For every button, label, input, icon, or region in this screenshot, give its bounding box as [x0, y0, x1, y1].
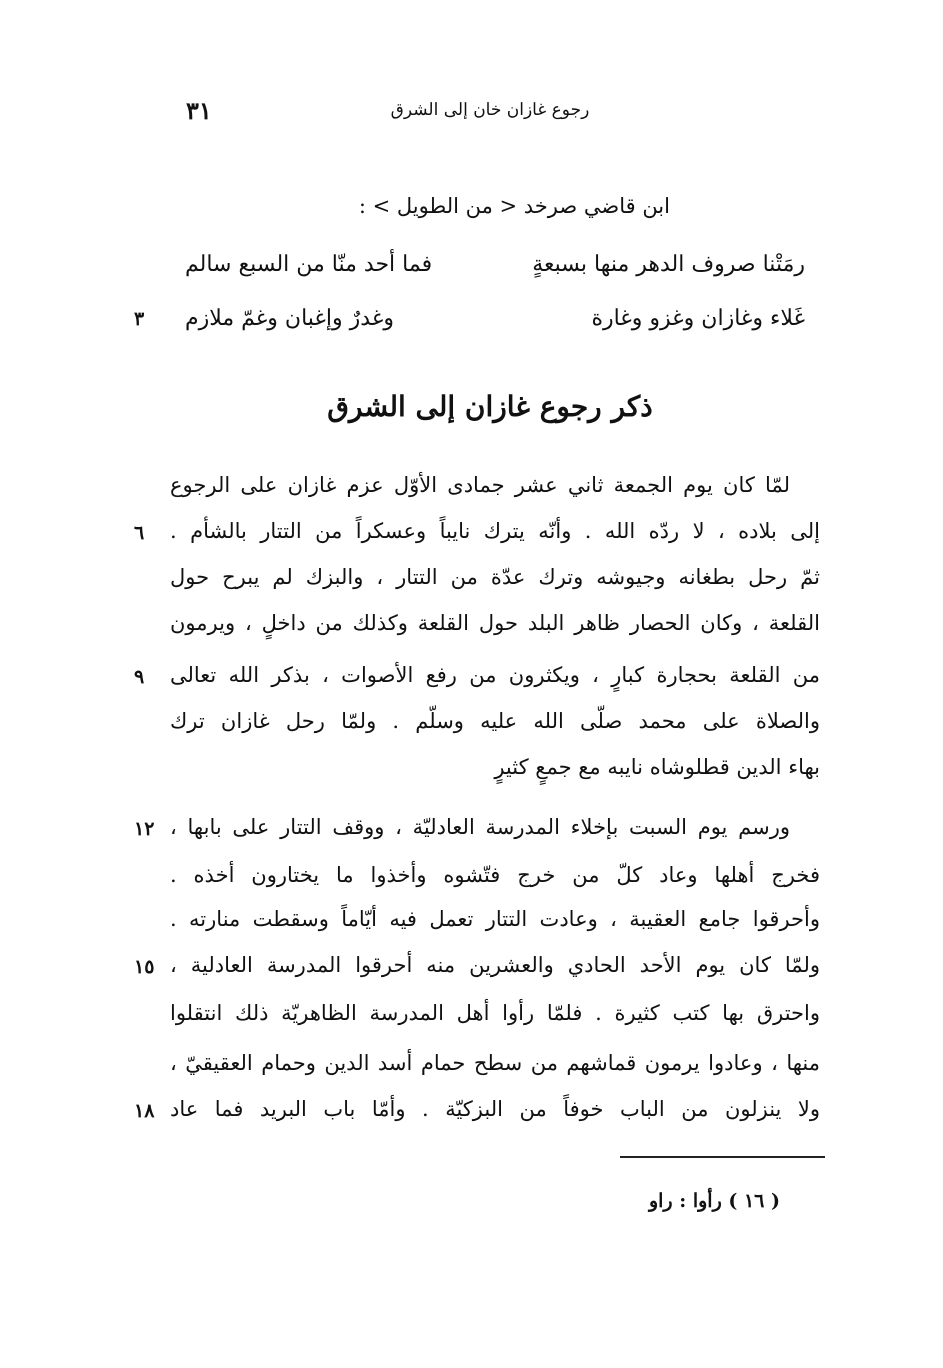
body-line: واحترق بها كتب كثيرة . فلمّا رأوا أهل المدرسة الظاهريّة ذلك انتقلوا — [170, 1001, 820, 1025]
body-line: إلى بلاده ، لا ردّه الله . وأنّه يترك نايباً وعسكراً من التتار بالشأم . — [170, 519, 820, 543]
running-head: رجوع غازان خان إلى الشرق — [390, 100, 590, 120]
body-line: والصلاة على محمد صلّى الله عليه وسلّم . ولمّا رحل غازان ترك — [170, 709, 820, 733]
body-line: فخرج أهلها وعاد كلّ من خرج فتّشوه وأخذوا ما يختارون أخذه . — [170, 863, 820, 887]
line-number: ٩ — [134, 666, 145, 688]
line-number: ٣ — [134, 308, 145, 330]
body-line: وأحرقوا جامع العقيبة ، وعادت التتار تعمل فيه أيّاماً وسقطت منارته . — [170, 907, 820, 931]
body-line: لمّا كان يوم الجمعة ثاني عشر جمادى الأوّل عزم غازان على الرجوع — [170, 473, 790, 497]
verse-2-second-hemistich: وغدرٌ وإغبان وغمّ ملازم — [185, 305, 394, 331]
body-line: القلعة ، وكان الحصار ظاهر البلد حول القلعة وكذلك من داخلٍ ، ويرمون — [170, 611, 820, 635]
footnote-rule — [620, 1156, 825, 1158]
verse-1-second-hemistich: فما أحد منّا من السبع سالم — [185, 251, 433, 277]
body-line: من القلعة بحجارة كبارٍ ، ويكثرون من رفع الأصوات ، بذكر الله تعالى — [170, 663, 820, 687]
line-number: ١٨ — [134, 1100, 155, 1122]
verse-2-first-hemistich: غَلاء وغازان وغزو وغارة — [591, 305, 805, 331]
verse-1-first-hemistich: رمَتْنا صروف الدهر منها بسبعةٍ — [532, 251, 805, 277]
line-number: ١٥ — [134, 956, 155, 978]
poem-heading: ابن قاضي صرخد < من الطويل > : — [358, 194, 670, 218]
body-line: منها ، وعادوا يرمون قماشهم من سطح حمام أسد الدين وحمام العقيقيّ ، — [170, 1051, 820, 1075]
line-number: ١٢ — [134, 818, 155, 840]
verse-2 — [185, 298, 805, 338]
footnote: ( ١٦ ) رأوا : راو — [648, 1190, 780, 1212]
section-title: ذكر رجوع غازان إلى الشرق — [327, 390, 653, 423]
body-line: ثمّ رحل بطغانه وجيوشه وترك عدّة من التتار ، والبزك لم يبرح حول — [170, 565, 820, 589]
verse-1 — [185, 244, 805, 284]
page-number: ٣١ — [186, 96, 212, 125]
body-line: ولمّا كان يوم الأحد الحادي والعشرين منه أحرقوا المدرسة العادلية ، — [170, 953, 820, 977]
line-number: ٦ — [134, 522, 145, 544]
body-line: ورسم يوم السبت بإخلاء المدرسة العادليّة ، ووقف التتار على بابها ، — [170, 815, 790, 839]
body-line: ولا ينزلون من الباب خوفاً من البزكيّة . وأمّا باب البريد فما عاد — [170, 1097, 820, 1121]
body-line: بهاء الدين قطلوشاه نايبه مع جمعٍ كثيرٍ — [494, 755, 820, 779]
